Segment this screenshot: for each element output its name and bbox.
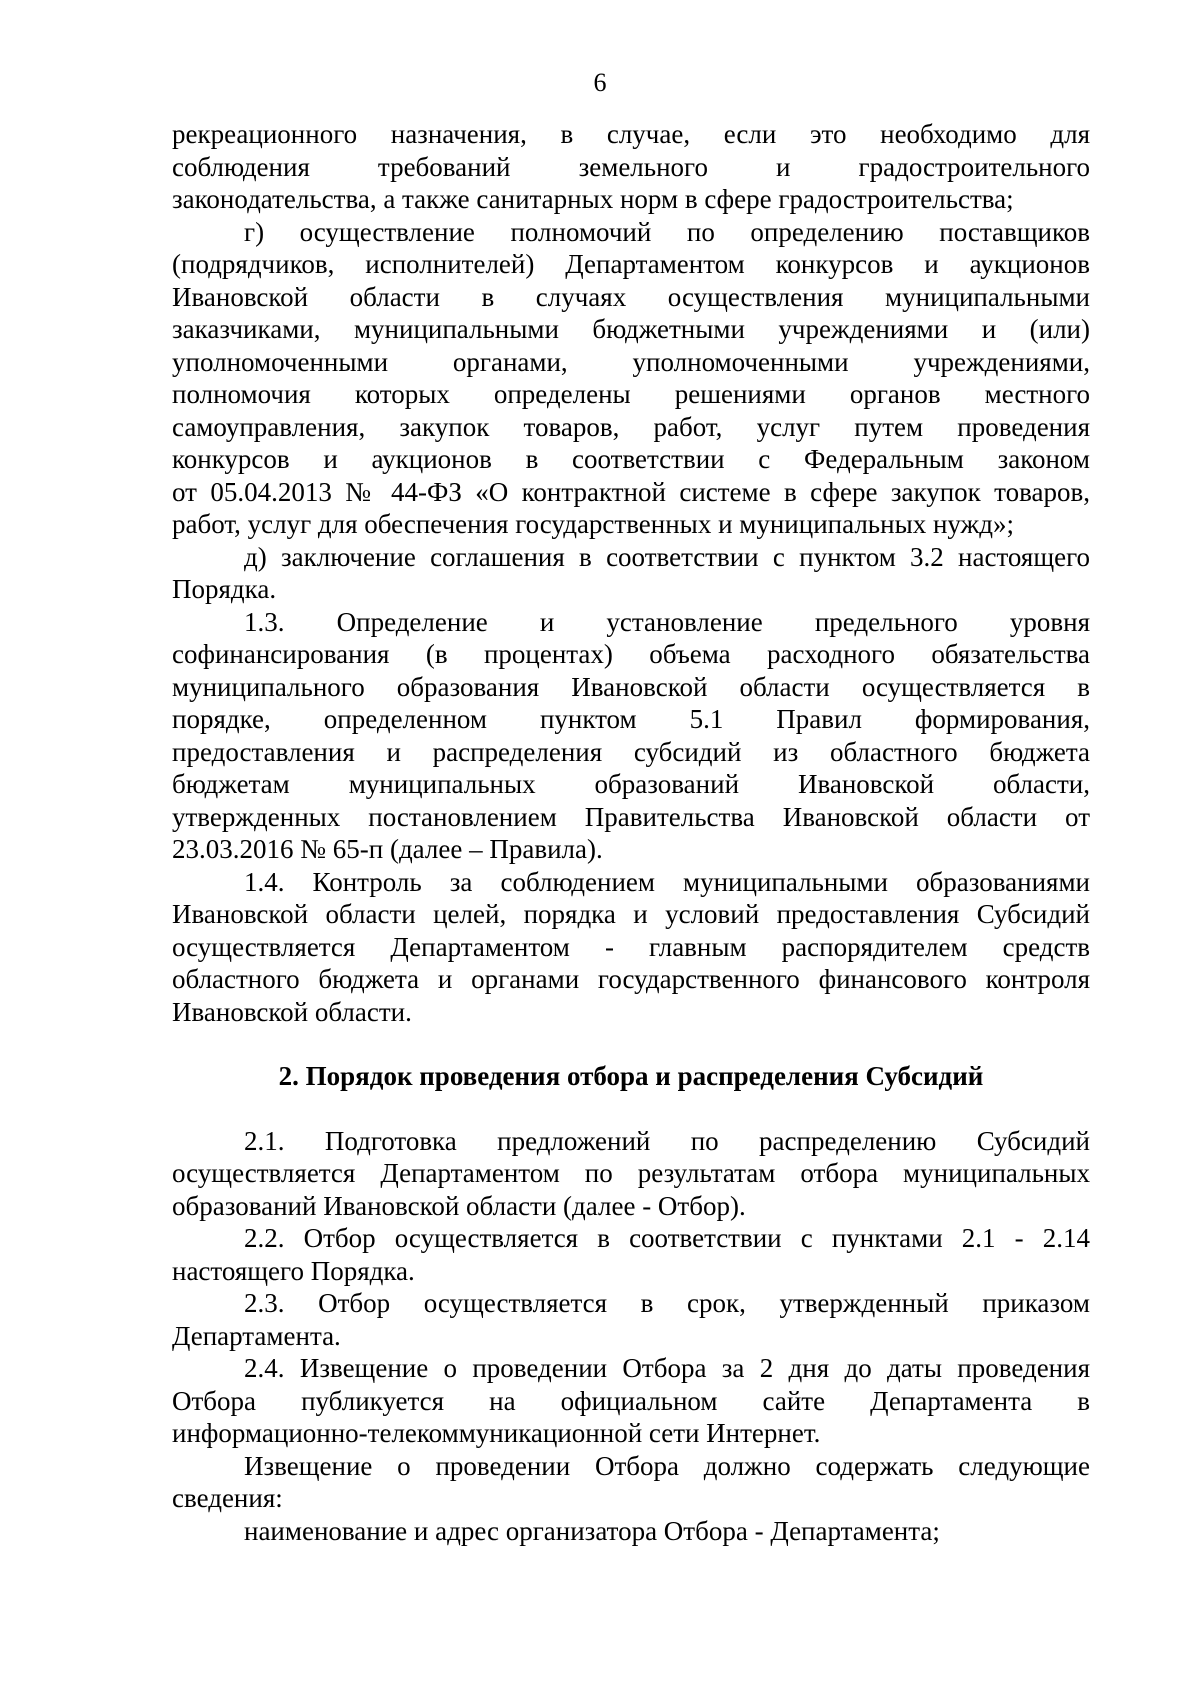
text-line: Порядка. <box>172 574 277 604</box>
text-line: 2.2. Отбор осуществляется в соответствии с пунктами 2.1 - 2.14 <box>244 1223 1090 1253</box>
text-line: г) осуществление полномочий по определению поставщиков <box>244 216 1090 247</box>
text-line: от 05.04.2013 № 44-ФЗ «О контрактной системе в сфере закупок товаров, <box>172 476 1090 507</box>
text-line: 2.1. Подготовка предложений по распределению Субсидий <box>244 1125 1090 1156</box>
text-line: Ивановской области в случаях осуществления муниципальными <box>172 281 1090 312</box>
text-line: утвержденных постановлением Правительства Ивановской области от <box>172 801 1090 832</box>
blank-line <box>172 1093 1090 1125</box>
text-line: сведения: <box>172 1483 283 1513</box>
text-line: конкурсов и аукционов в соответствии с Федеральным законом <box>172 444 1090 474</box>
text-line: осуществляется Департаментом - главным распорядителем средств <box>172 931 1090 962</box>
text-line: областного бюджета и органами государственного финансового контроля <box>172 964 1090 994</box>
text-line: Ивановской области целей, порядка и условий предоставления Субсидий <box>172 899 1090 929</box>
text-line: образований Ивановской области (далее - Отбор). <box>172 1190 746 1221</box>
page-number: 6 <box>593 68 607 97</box>
text-line: муниципального образования Ивановской области осуществляется в <box>172 671 1090 702</box>
text-line: софинансирования (в процентах) объема расходного обязательства <box>172 639 1090 669</box>
document-body <box>172 118 1090 1547</box>
text-line: Отбора публикуется на официальном сайте Департамента в <box>172 1385 1090 1416</box>
text-line: уполномоченными органами, уполномоченными учреждениями, <box>172 346 1090 377</box>
text-line: наименование и адрес организатора Отбора - Департамента; <box>244 1515 940 1546</box>
text-line: бюджетам муниципальных образований Ивановской области, <box>172 769 1090 799</box>
text-line: осуществляется Департаментом по результатам отбора муниципальных <box>172 1158 1090 1188</box>
text-line: д) заключение соглашения в соответствии с пунктом 3.2 настоящего <box>244 541 1090 572</box>
text-line: соблюдения требований земельного и градостроительного <box>172 151 1090 182</box>
text-line: полномочия которых определены решениями органов местного <box>172 379 1090 409</box>
text-line: Департамента. <box>172 1320 341 1351</box>
text-line: 1.3. Определение и установление предельного уровня <box>244 606 1090 637</box>
text-line: Извещение о проведении Отбора должно содержать следующие <box>244 1450 1090 1481</box>
section-heading: 2. Порядок проведения отбора и распределения Субсидий <box>278 1061 984 1091</box>
text-line: 2.3. Отбор осуществляется в срок, утвержденный приказом <box>244 1288 1090 1318</box>
text-line: самоуправления, закупок товаров, работ, услуг путем проведения <box>172 411 1090 442</box>
text-line: законодательства, а также санитарных норм в сфере градостроительства; <box>172 184 1014 214</box>
text-line: работ, услуг для обеспечения государственных и муниципальных нужд»; <box>172 509 1014 539</box>
text-line: настоящего Порядка. <box>172 1255 415 1286</box>
text-line: (подрядчиков, исполнителей) Департаментом конкурсов и аукционов <box>172 249 1090 279</box>
text-line: порядке, определенном пунктом 5.1 Правил формирования, <box>172 704 1090 734</box>
text-line: информационно-телекоммуникационной сети Интернет. <box>172 1418 821 1448</box>
text-line: 2.4. Извещение о проведении Отбора за 2 дня до даты проведения <box>244 1353 1090 1383</box>
text-line: 1.4. Контроль за соблюдением муниципальными образованиями <box>244 866 1090 897</box>
text-line: заказчиками, муниципальными бюджетными учреждениями и (или) <box>172 314 1090 344</box>
text-line: рекреационного назначения, в случае, если это необходимо для <box>172 119 1090 149</box>
text-line: 23.03.2016 № 65-п (далее – Правила). <box>172 834 603 864</box>
text-line: Ивановской области. <box>172 996 412 1027</box>
text-line: предоставления и распределения субсидий из областного бюджета <box>172 736 1090 767</box>
blank-line <box>172 1028 1090 1060</box>
